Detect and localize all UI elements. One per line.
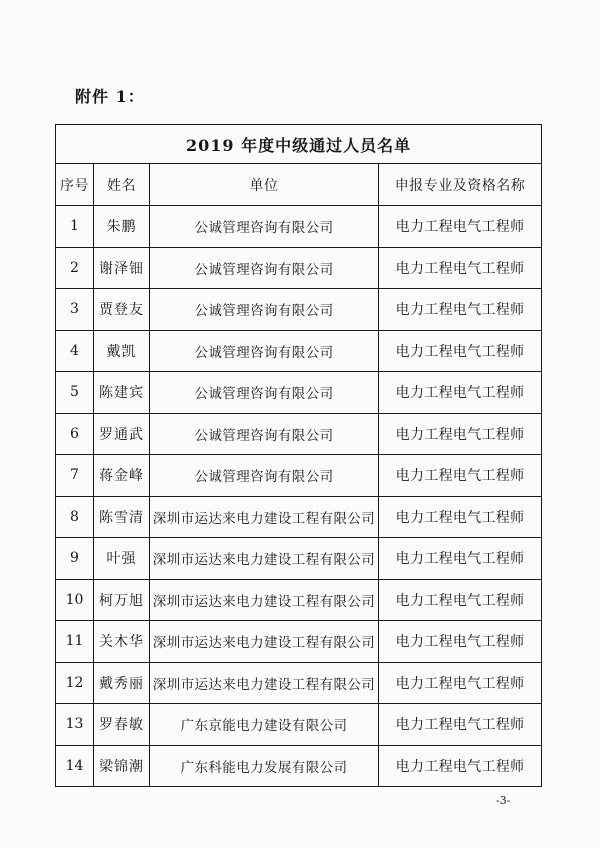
- unit-cell: 深圳市运达来电力建设工程有限公司: [150, 579, 379, 621]
- column-header-number: 序号: [56, 164, 94, 206]
- unit-cell: 公诚管理咨询有限公司: [150, 247, 379, 289]
- name-cell: 陈雪清: [94, 496, 150, 538]
- name-cell: 关木华: [94, 621, 150, 663]
- table-row: [56, 538, 542, 580]
- name-cell: 戴秀丽: [94, 662, 150, 704]
- row-number-cell: 5: [56, 372, 94, 414]
- table-row: [56, 496, 542, 538]
- row-number-cell: 12: [56, 662, 94, 704]
- qualification-cell: 电力工程电气工程师: [379, 247, 542, 289]
- qualification-cell: 电力工程电气工程师: [379, 413, 542, 455]
- table-row: [56, 206, 542, 248]
- qualification-cell: 电力工程电气工程师: [379, 289, 542, 331]
- table-row: [56, 289, 542, 331]
- name-cell: 梁锦潮: [94, 745, 150, 787]
- unit-cell: 公诚管理咨询有限公司: [150, 413, 379, 455]
- unit-cell: 深圳市运达来电力建设工程有限公司: [150, 496, 379, 538]
- row-number-cell: 13: [56, 704, 94, 746]
- unit-cell: 公诚管理咨询有限公司: [150, 372, 379, 414]
- table-body: [56, 206, 542, 787]
- name-cell: 罗通武: [94, 413, 150, 455]
- column-header-unit: 单位: [150, 164, 379, 206]
- row-number-cell: 1: [56, 206, 94, 248]
- row-number-cell: 14: [56, 745, 94, 787]
- qualification-cell: 电力工程电气工程师: [379, 496, 542, 538]
- qualification-cell: 电力工程电气工程师: [379, 745, 542, 787]
- unit-cell: 公诚管理咨询有限公司: [150, 455, 379, 497]
- table-row: [56, 413, 542, 455]
- attachment-label: 附件 1：: [75, 87, 145, 106]
- table-row: [56, 455, 542, 497]
- table-row: [56, 621, 542, 663]
- unit-cell: 深圳市运达来电力建设工程有限公司: [150, 538, 379, 580]
- roster-table: [55, 124, 542, 787]
- row-number-cell: 7: [56, 455, 94, 497]
- name-cell: 柯万旭: [94, 579, 150, 621]
- qualification-cell: 电力工程电气工程师: [379, 455, 542, 497]
- table-row: [56, 704, 542, 746]
- name-cell: 陈建宾: [94, 372, 150, 414]
- qualification-cell: 电力工程电气工程师: [379, 206, 542, 248]
- unit-cell: 广东京能电力建设有限公司: [150, 704, 379, 746]
- qualification-cell: 电力工程电气工程师: [379, 579, 542, 621]
- row-number-cell: 6: [56, 413, 94, 455]
- column-header-name: 姓名: [94, 164, 150, 206]
- unit-cell: 公诚管理咨询有限公司: [150, 330, 379, 372]
- table-row: [56, 330, 542, 372]
- unit-cell: 公诚管理咨询有限公司: [150, 289, 379, 331]
- table-title: 2019 年度中级通过人员名单: [56, 125, 542, 164]
- table-row: [56, 372, 542, 414]
- row-number-cell: 3: [56, 289, 94, 331]
- table-row: [56, 745, 542, 787]
- table-title-row: [56, 125, 542, 164]
- row-number-cell: 8: [56, 496, 94, 538]
- name-cell: 叶强: [94, 538, 150, 580]
- qualification-cell: 电力工程电气工程师: [379, 538, 542, 580]
- qualification-cell: 电力工程电气工程师: [379, 621, 542, 663]
- name-cell: 罗春敏: [94, 704, 150, 746]
- table-header-row: [56, 164, 542, 206]
- row-number-cell: 11: [56, 621, 94, 663]
- row-number-cell: 2: [56, 247, 94, 289]
- column-header-qualification: 申报专业及资格名称: [379, 164, 542, 206]
- name-cell: 贾登友: [94, 289, 150, 331]
- table-row: [56, 579, 542, 621]
- row-number-cell: 10: [56, 579, 94, 621]
- unit-cell: 深圳市运达来电力建设工程有限公司: [150, 662, 379, 704]
- row-number-cell: 4: [56, 330, 94, 372]
- qualification-cell: 电力工程电气工程师: [379, 662, 542, 704]
- unit-cell: 深圳市运达来电力建设工程有限公司: [150, 621, 379, 663]
- qualification-cell: 电力工程电气工程师: [379, 330, 542, 372]
- unit-cell: 公诚管理咨询有限公司: [150, 206, 379, 248]
- name-cell: 朱鹏: [94, 206, 150, 248]
- table-row: [56, 247, 542, 289]
- name-cell: 蒋金峰: [94, 455, 150, 497]
- name-cell: 戴凯: [94, 330, 150, 372]
- name-cell: 谢泽钿: [94, 247, 150, 289]
- qualification-cell: 电力工程电气工程师: [379, 372, 542, 414]
- row-number-cell: 9: [56, 538, 94, 580]
- table-row: [56, 662, 542, 704]
- page-number: -3-: [496, 794, 511, 807]
- qualification-cell: 电力工程电气工程师: [379, 704, 542, 746]
- unit-cell: 广东科能电力发展有限公司: [150, 745, 379, 787]
